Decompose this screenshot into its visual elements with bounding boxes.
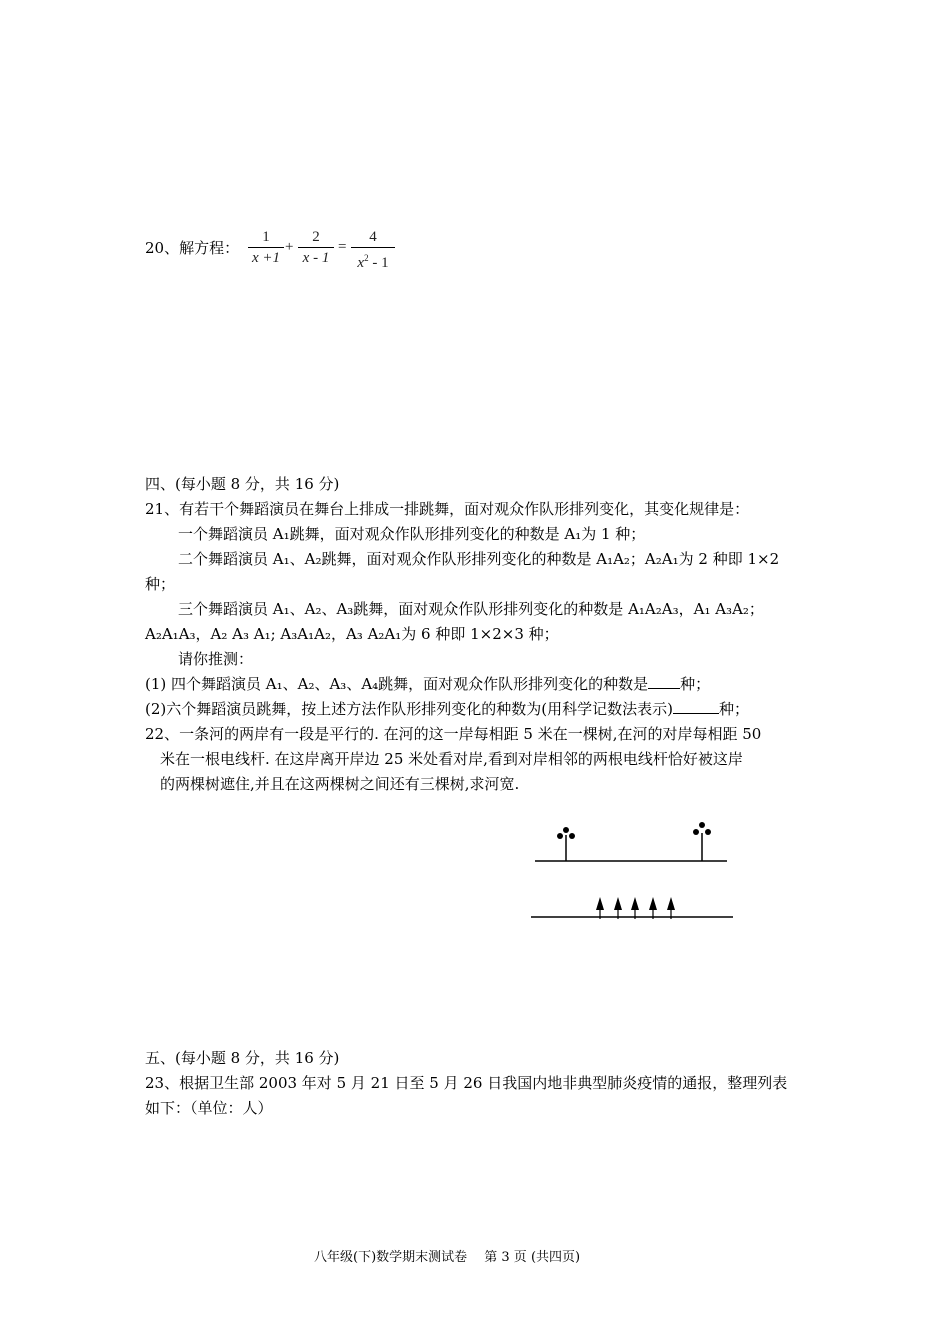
fraction-2 — [298, 227, 334, 268]
answer-blank-2[interactable] — [673, 699, 719, 714]
plus-sign: + — [285, 239, 294, 255]
q22-line3: 的两棵树遮住,并且在这两棵树之间还有三棵树,求河宽. — [160, 775, 520, 793]
fraction-2-denominator: x - 1 — [302, 250, 330, 266]
page-footer: 八年级(下)数学期末测试卷 第 3 页 (共四页) — [314, 1250, 581, 1265]
fraction-1 — [248, 227, 284, 268]
q22-line1: 22、一条河的两岸有一段是平行的. 在河的这一岸每相距 5 米在一棵树,在河的对岸每相距 50 — [145, 725, 762, 743]
tree-1 — [596, 897, 604, 919]
q21-line2b: 种； — [145, 575, 176, 593]
utility-pole-1 — [557, 827, 575, 861]
q21-sub1-unit: 种； — [680, 675, 711, 693]
q22-line2: 米在一根电线杆. 在这岸离开岸边 25 米处看对岸,看到对岸相邻的两根电线杆恰好被这岸 — [160, 750, 743, 768]
q21-line3b: A₂A₁A₃，A₂ A₃ A₁; A₃A₁A₂，A₃ A₂A₁为 6 种即 1×2×3 种； — [145, 625, 559, 643]
fraction-1-numerator: 1 — [262, 229, 270, 245]
q21-sub2 — [145, 697, 749, 721]
q21-sub1 — [145, 672, 710, 696]
q21-line1: 一个舞蹈演员 A₁跳舞，面对观众作队形排列变化的种数是 A₁为 1 种； — [178, 525, 646, 543]
q21-line2a: 二个舞蹈演员 A₁、A₂跳舞，面对观众作队形排列变化的种数是 A₁A₂；A₂A₁为 2 种即 1×2 — [178, 550, 780, 568]
tree-4 — [649, 897, 657, 919]
q23-line2: 如下：（单位：人） — [145, 1099, 273, 1117]
fraction-3-denominator — [351, 248, 395, 273]
q21-sub2-unit: 种； — [718, 700, 749, 718]
section5-heading: 五、(每小题 8 分，共 16 分) — [145, 1049, 340, 1067]
fraction-3 — [351, 227, 395, 273]
answer-blank-1[interactable] — [648, 674, 680, 689]
section4-heading: 四、(每小题 8 分，共 16 分) — [145, 475, 340, 493]
equals-sign: = — [338, 239, 347, 255]
utility-pole-2 — [693, 822, 711, 861]
tree-2 — [614, 897, 622, 919]
q21-sub1-text: (1) 四个舞蹈演员 A₁、A₂、A₃、A₄跳舞，面对观众作队形排列变化的种数是 — [145, 675, 649, 693]
fraction-3-numerator: 4 — [369, 229, 377, 245]
q21-guess: 请你推测： — [178, 650, 254, 668]
fraction-1-denominator: x +1 — [251, 250, 281, 266]
q21-sub2-text: (2)六个舞蹈演员跳舞，按上述方法作队形排列变化的种数为(用科学记数法表示) — [145, 700, 673, 718]
q21-line3a: 三个舞蹈演员 A₁、A₂、A₃跳舞，面对观众作队形排列变化的种数是 A₁A₂A₃，A₁ A₃A₂； — [178, 600, 764, 618]
fraction-3-den-exponent: 2 — [364, 253, 369, 263]
fraction-2-numerator: 2 — [312, 229, 320, 245]
river-diagram — [525, 815, 745, 925]
q23-line1: 23、根据卫生部 2003 年对 5 月 21 日至 5 月 26 日我国内地非典型肺炎疫情的通报，整理列表 — [145, 1074, 788, 1092]
q21-intro: 21、有若干个舞蹈演员在舞台上排成一排跳舞，面对观众作队形排列变化，其变化规律是： — [145, 500, 750, 518]
q20-label: 20、解方程： — [145, 239, 240, 257]
tree-3 — [631, 897, 639, 919]
fraction-3-den-base: x — [357, 255, 365, 271]
tree-5 — [667, 897, 675, 919]
fraction-3-den-tail: - 1 — [368, 255, 389, 271]
